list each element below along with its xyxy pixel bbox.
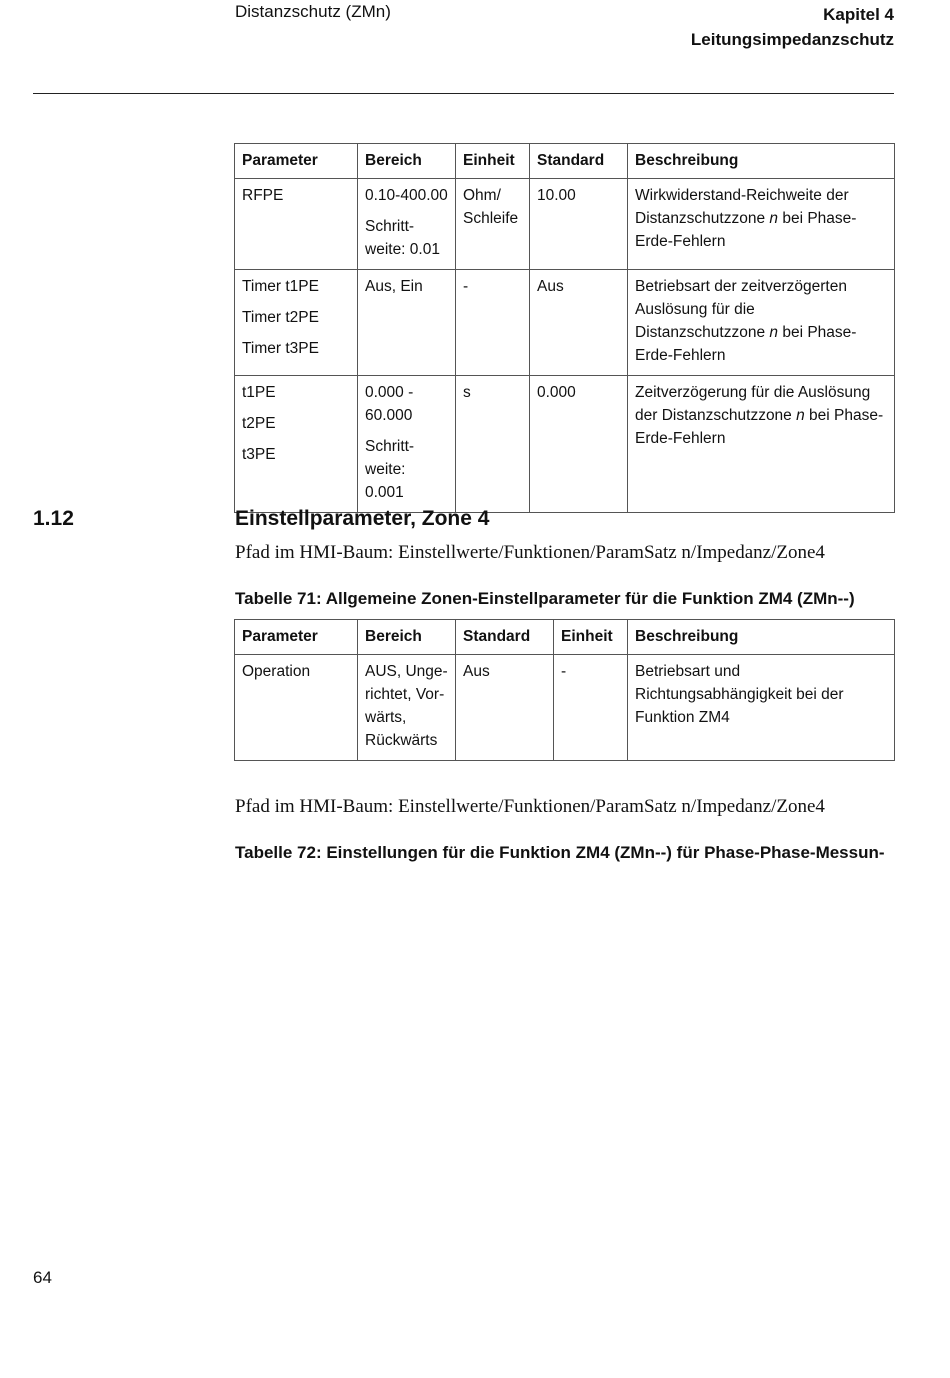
cell-description: Betriebsart der zeitverzögerten Auslösung für die Distanzschutzzone n bei Phase-Erde-Fehlern bbox=[628, 270, 895, 376]
running-header-left: Distanzschutz (ZMn) bbox=[235, 2, 391, 21]
column-header: Einheit bbox=[554, 620, 628, 655]
cell-description: Wirkwiderstand-Reichweite der Distanzschutzzone n bei Phase-Erde-Fehlern bbox=[628, 179, 895, 270]
section-number: 1.12 bbox=[33, 507, 74, 530]
column-header: Parameter bbox=[235, 620, 358, 655]
column-header: Parameter bbox=[235, 144, 358, 179]
cell-parameter: Operation bbox=[235, 655, 358, 761]
cell-default: Aus bbox=[530, 270, 628, 376]
cell-unit: Ohm/ Schleife bbox=[456, 179, 530, 270]
column-header: Beschreibung bbox=[628, 144, 895, 179]
cell-description: Betriebsart und Richtungsabhängigkeit bei der Funktion ZM4 bbox=[628, 655, 895, 761]
chapter-title: Leitungsimpedanzschutz bbox=[690, 30, 894, 49]
table-row bbox=[235, 270, 895, 376]
column-header: Beschreibung bbox=[628, 620, 895, 655]
table-row bbox=[235, 376, 895, 513]
table-header-row bbox=[235, 620, 895, 655]
table-row bbox=[235, 655, 895, 761]
cell-range: AUS, Unge- richtet, Vor- wärts, Rückwärts bbox=[358, 655, 456, 761]
header-divider bbox=[33, 93, 894, 94]
column-header: Standard bbox=[456, 620, 554, 655]
table-header-row bbox=[235, 144, 895, 179]
column-header: Standard bbox=[530, 144, 628, 179]
cell-unit: - bbox=[554, 655, 628, 761]
column-header: Bereich bbox=[358, 144, 456, 179]
cell-range: Aus, Ein bbox=[358, 270, 456, 376]
cell-default: 10.00 bbox=[530, 179, 628, 270]
parameter-table-71 bbox=[234, 619, 895, 761]
cell-unit: - bbox=[456, 270, 530, 376]
parameter-table-1 bbox=[234, 143, 895, 513]
cell-description: Zeitverzögerung für die Auslösung der Distanzschutzzone n bei Phase-Erde-Fehlern bbox=[628, 376, 895, 513]
cell-parameter: Timer t1PE Timer t2PE Timer t3PE bbox=[235, 270, 358, 376]
cell-parameter: t1PE t2PE t3PE bbox=[235, 376, 358, 513]
cell-default: 0.000 bbox=[530, 376, 628, 513]
cell-default: Aus bbox=[456, 655, 554, 761]
table-row bbox=[235, 179, 895, 270]
chapter-label: Kapitel 4 bbox=[823, 5, 894, 24]
hmi-path-2: Pfad im HMI-Baum: Einstellwerte/Funktionen/ParamSatz n/Impedanz/Zone4 bbox=[235, 796, 825, 817]
column-header: Bereich bbox=[358, 620, 456, 655]
cell-range: 0.000 - 60.000 Schritt- weite: 0.001 bbox=[358, 376, 456, 513]
page-number: 64 bbox=[33, 1268, 52, 1287]
table-71-caption: Tabelle 71: Allgemeine Zonen-Einstellparameter für die Funktion ZM4 (ZMn--) bbox=[235, 589, 855, 608]
cell-unit: s bbox=[456, 376, 530, 513]
column-header: Einheit bbox=[456, 144, 530, 179]
cell-parameter: RFPE bbox=[235, 179, 358, 270]
running-header-right bbox=[691, 2, 894, 52]
cell-range: 0.10-400.00 Schritt- weite: 0.01 bbox=[358, 179, 456, 270]
table-72-caption: Tabelle 72: Einstellungen für die Funktion ZM4 (ZMn--) für Phase-Phase-Messun- bbox=[235, 843, 885, 862]
section-title: Einstellparameter, Zone 4 bbox=[235, 507, 490, 530]
hmi-path-1: Pfad im HMI-Baum: Einstellwerte/Funktionen/ParamSatz n/Impedanz/Zone4 bbox=[235, 542, 825, 563]
